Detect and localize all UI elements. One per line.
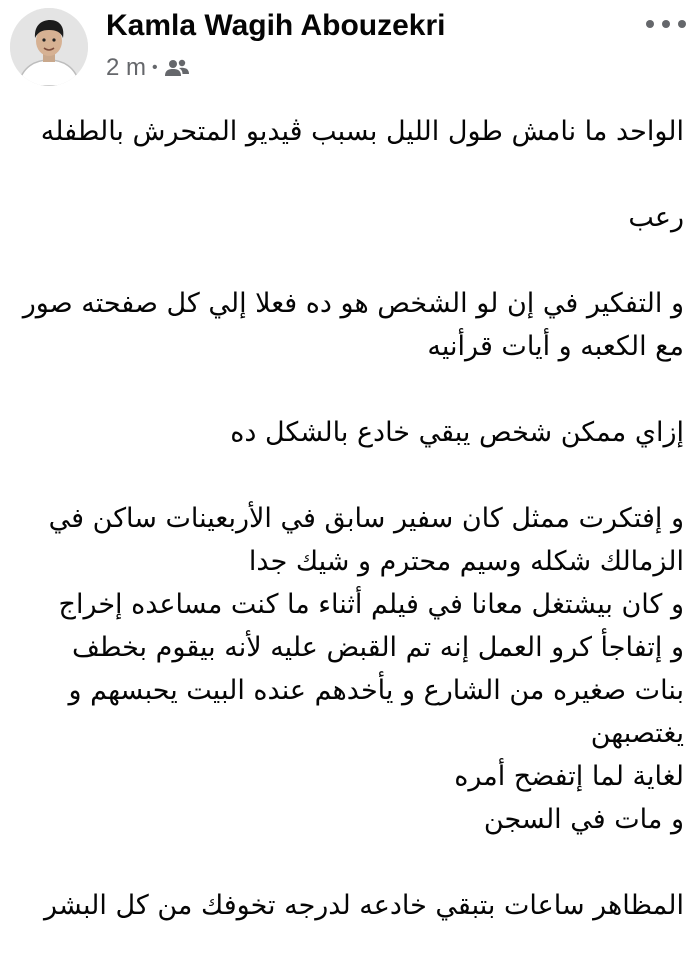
post-line: مع الكعبه و أيات قرأنيه <box>427 331 684 362</box>
meta-separator: • <box>152 59 158 76</box>
post-line: و إفتكرت ممثل كان سفير سابق في الأربعينات ساكن في <box>48 503 684 534</box>
profile-photo-icon <box>10 8 88 86</box>
post-line <box>0 153 690 196</box>
post-meta <box>106 54 190 82</box>
post-line: يغتصبهن <box>590 718 684 749</box>
post-line: و إتفاجأ كرو العمل إنه تم القبض عليه لأنه بيقوم بخطف <box>72 632 684 663</box>
more-options-icon[interactable] <box>646 14 686 34</box>
post-text <box>0 110 690 927</box>
post-line: و كان بيشتغل معانا في فيلم أثناء ما كنت مساعده إخراج <box>58 589 684 620</box>
post-line: الزمالك شكله وسيم محترم و شيك جدا <box>248 546 684 577</box>
post-line: و مات في السجن <box>483 804 684 835</box>
post-line <box>0 454 690 497</box>
post-line: الواحد ما نامش طول الليل بسبب ڤيديو المتحرش بالطفله <box>40 116 684 147</box>
post-line: بنات صغيره من الشارع و يأخدهم عنده البيت يحبسهم و <box>68 675 684 706</box>
post-line: المظاهر ساعات بتبقي خادعه لدرجه تخوفك من كل البشر <box>44 890 684 921</box>
post-line: و التفكير في إن لو الشخص هو ده فعلا إلي كل صفحته صور <box>22 288 684 319</box>
post-line <box>0 368 690 411</box>
post-header <box>0 0 700 100</box>
author-name[interactable]: Kamla Wagih Abouzekri <box>106 9 446 42</box>
post-line: لغاية لما إتفضح أمره <box>454 761 684 792</box>
post-line <box>0 239 690 282</box>
post-line <box>0 841 690 884</box>
friends-icon[interactable] <box>164 58 190 78</box>
post-line: رعب <box>628 202 684 233</box>
post-timestamp[interactable]: 2 m <box>106 54 147 81</box>
avatar[interactable] <box>10 8 88 86</box>
post-line: إزاي ممكن شخص يبقي خادع بالشكل ده <box>230 417 684 448</box>
